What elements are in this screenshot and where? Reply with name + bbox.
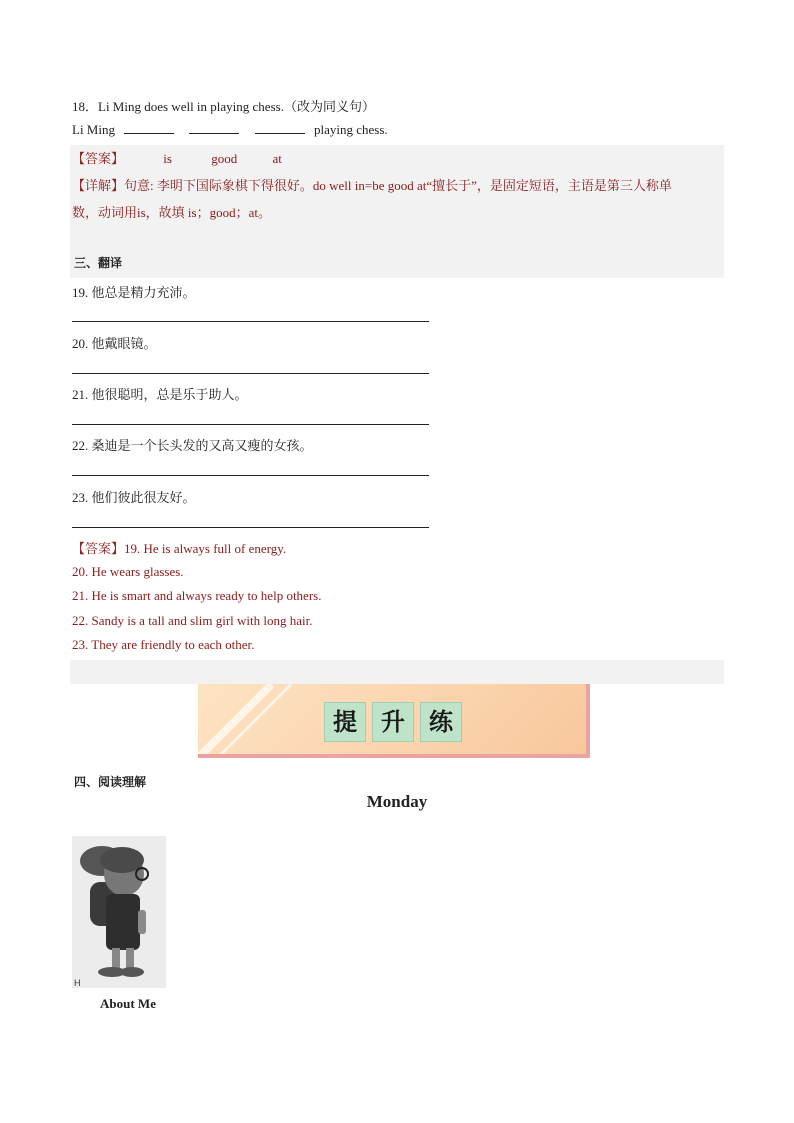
answer-word: good: [211, 151, 238, 166]
translate-item-23: 23. 他们彼此很友好。: [72, 490, 196, 505]
answer-18: [72, 148, 282, 167]
section-3-answer-1: [72, 538, 286, 557]
detail-18-line2: 数，动词用is，故填 is；good；at。: [72, 205, 271, 220]
translate-item-22: 22. 桑迪是一个长头发的又高又瘦的女孩。: [72, 438, 313, 453]
about-me-label: About Me: [100, 996, 156, 1011]
question-18-fill-line: [72, 122, 388, 138]
answer-text: 19. He is always full of energy.: [124, 541, 287, 556]
section-3-answer-2: 20. He wears glasses.: [72, 564, 184, 579]
answer-line: [72, 527, 429, 528]
answer-label: 【答案】: [72, 151, 125, 166]
translate-item-19: 19. 他总是精力充沛。: [72, 285, 196, 300]
student-photo: [72, 836, 166, 988]
boy-with-backpack-illustration: [72, 836, 166, 988]
blank-3: [255, 123, 305, 134]
blank-1: [124, 123, 174, 134]
section-3-answer-4: 22. Sandy is a tall and slim girl with long hair.: [72, 613, 313, 628]
translate-item-20: 20. 他戴眼镜。: [72, 336, 157, 351]
section-3-answer-3: 21. He is smart and always ready to help others.: [72, 588, 322, 603]
answer-line: [72, 321, 429, 322]
answer-label: 【答案】: [72, 541, 125, 556]
section-3-title: 三、翻译: [74, 256, 123, 270]
photo-caption-fragment: H: [74, 978, 81, 988]
banner-stripe: [198, 684, 274, 758]
section-3-end-bg: [70, 660, 724, 684]
section-3-answer-5: 23. They are friendly to each other.: [72, 637, 255, 652]
translate-item-21: 21. 他很聪明，总是乐于助人。: [72, 387, 248, 402]
fill-prefix: Li Ming: [72, 122, 115, 137]
improve-practice-banner: [198, 684, 590, 758]
banner-char-tile: 升: [372, 702, 414, 742]
reading-heading: Monday: [366, 792, 428, 811]
fill-suffix: playing chess.: [313, 122, 388, 137]
detail-label: 【详解】: [72, 178, 125, 193]
answer-word: at: [272, 151, 282, 166]
section-3-header-bg: [70, 227, 724, 278]
blank-2: [189, 123, 239, 134]
question-18: 18．Li Ming does well in playing chess.（改为同义句）: [72, 99, 375, 114]
answer-line: [72, 475, 429, 476]
answer-line: [72, 373, 429, 374]
section-4-title: 四、阅读理解: [74, 775, 147, 789]
banner-char-tile: 练: [420, 702, 462, 742]
answer-line: [72, 424, 429, 425]
detail-18-line1: [72, 175, 672, 194]
answer-word: is: [163, 151, 172, 166]
detail-text: 句意: 李明下国际象棋下得很好。do well in=be good at“擅长于”，是固定短语，主语是第三人称单: [124, 178, 672, 193]
banner-char-tile: 提: [324, 702, 366, 742]
